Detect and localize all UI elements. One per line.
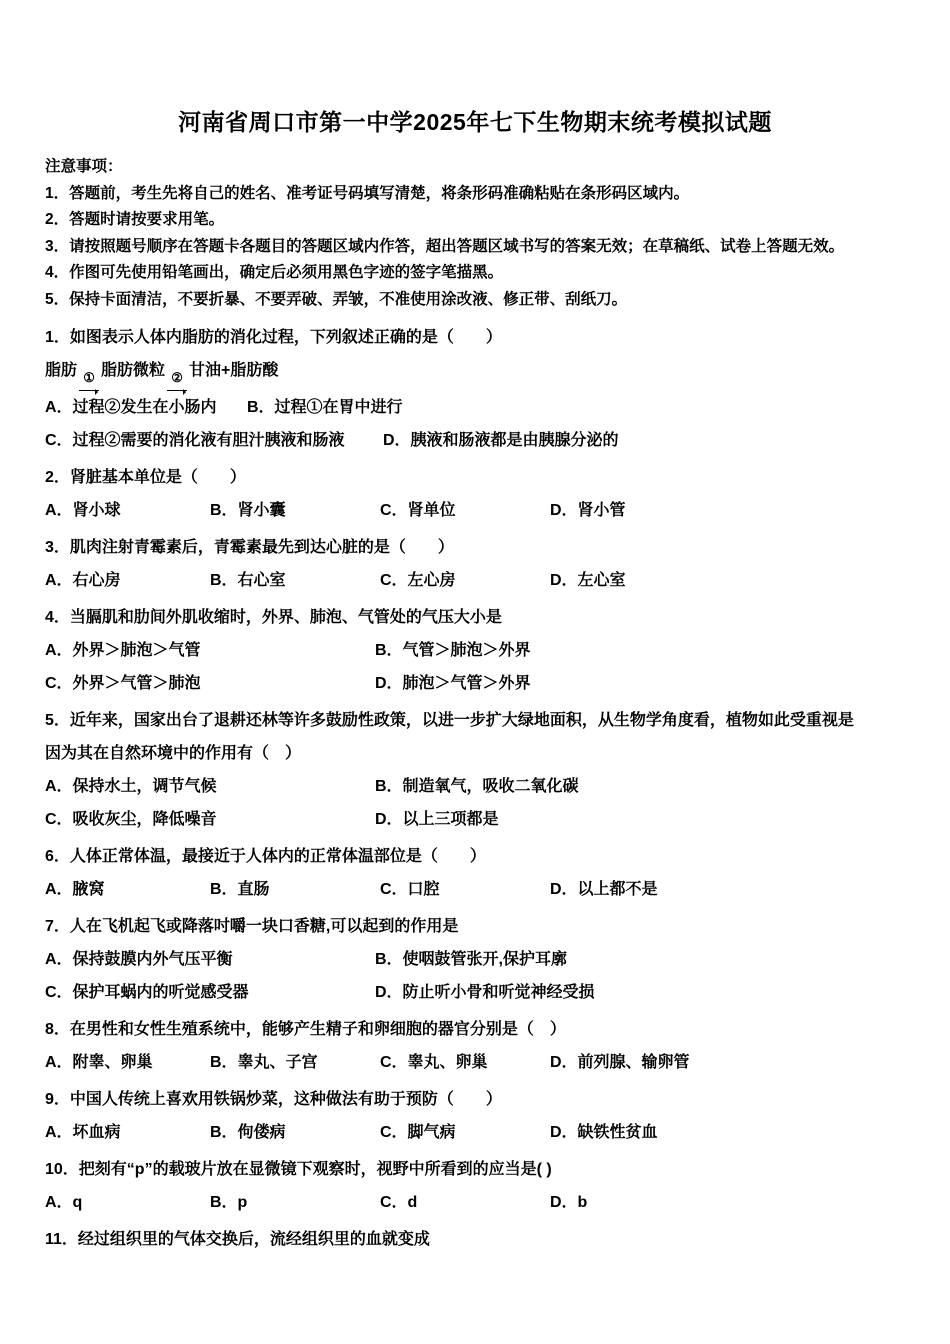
question-2-option-b: B．肾小囊	[210, 502, 286, 519]
question-2-option-d: D．肾小管	[550, 502, 626, 519]
reaction-step-1	[79, 371, 99, 391]
question-2-stem: 2．肾脏基本单位是（ ）	[45, 469, 246, 486]
questions-section	[45, 321, 920, 1256]
question-1	[45, 321, 920, 457]
question-7-option-a: A．保持鼓膜内外气压平衡	[45, 951, 233, 968]
question-8-stem: 8．在男性和女性生殖系统中，能够产生精子和卵细胞的器官分别是（ ）	[45, 1021, 566, 1038]
question-3	[45, 531, 920, 597]
question-1-option-d: D．胰液和肠液都是由胰腺分泌的	[383, 432, 619, 449]
question-4-option-d: D．肺泡＞气管＞外界	[375, 675, 531, 692]
question-9-option-a: A．坏血病	[45, 1124, 121, 1141]
question-10-option-a: A．q	[45, 1194, 83, 1211]
fat-digestion-diagram	[45, 354, 920, 391]
question-8	[45, 1013, 920, 1079]
diagram-substrate: 脂肪	[45, 362, 78, 379]
question-4-options-row-1	[45, 634, 920, 667]
notice-item: 4．作图可先使用铅笔画出，确定后必须用黑色字迹的签字笔描黑。	[45, 264, 504, 281]
notice-item: 3．请按照题号顺序在答题卡各题目的答题区域内作答，超出答题区域书写的答案无效；在草稿纸、试卷上答题无效。	[45, 237, 845, 255]
question-1-option-c: C．过程②需要的消化液有胆汁胰液和肠液	[45, 432, 345, 449]
reaction-arrow-icon	[167, 384, 187, 391]
question-1-options-row-2	[45, 424, 920, 457]
question-4	[45, 601, 920, 700]
question-7-option-d: D．防止听小骨和听觉神经受损	[375, 984, 595, 1001]
question-6-option-d: D．以上都不是	[550, 881, 658, 898]
question-6-stem: 6．人体正常体温，最接近于人体内的正常体温部位是（ ）	[45, 848, 486, 865]
question-9	[45, 1083, 920, 1149]
question-7-stem: 7．人在飞机起飞或降落吋嚼一块口香糖,可以起到的作用是	[45, 918, 459, 935]
reaction-step-2	[167, 371, 187, 391]
question-7-option-c: C．保护耳蜗内的听觉感受器	[45, 984, 249, 1001]
notice-heading: 注意事项：	[45, 158, 123, 175]
question-10-options-row	[45, 1186, 920, 1219]
question-2	[45, 461, 920, 527]
question-9-options-row	[45, 1116, 920, 1149]
question-9-stem: 9．中国人传统上喜欢用铁锅炒菜，这种做法有助于预防（ ）	[45, 1091, 502, 1108]
question-3-option-b: B．右心室	[210, 572, 286, 589]
question-10-option-c: C．d	[380, 1194, 418, 1211]
step-2-circled-number: ②	[171, 370, 183, 385]
question-3-option-a: A．右心房	[45, 572, 121, 589]
question-7-options-row-1	[45, 943, 920, 976]
question-4-stem: 4．当膈肌和肋间外肌收缩时，外界、肺泡、气管处的气压大小是	[45, 609, 502, 626]
question-2-options-row	[45, 494, 920, 527]
question-3-stem: 3．肌肉注射青霉素后，青霉素最先到达心脏的是（ ）	[45, 539, 454, 556]
question-4-option-c: C．外界＞气管＞肺泡	[45, 675, 201, 692]
question-9-option-d: D．缺铁性贫血	[550, 1124, 658, 1141]
question-5-option-b: B．制造氧气，吸收二氧化碳	[375, 778, 579, 795]
exam-title: 河南省周口市第一中学2025年七下生物期末统考模拟试题	[178, 109, 772, 135]
question-7-option-b: B．使咽鼓管张开,保护耳廓	[375, 951, 568, 968]
question-3-options-row	[45, 564, 920, 597]
notice-item: 2．答题时请按要求用笔。	[45, 211, 225, 228]
question-2-option-c: C．肾单位	[380, 502, 456, 519]
question-8-options-row	[45, 1046, 920, 1079]
question-4-option-b: B．气管＞肺泡＞外界	[375, 642, 531, 659]
question-11-stem: 11．经过组织里的气体交换后，流经组织里的血就变成	[45, 1231, 430, 1248]
question-8-option-c: C．睾丸、卵巢	[380, 1054, 488, 1071]
question-3-option-d: D．左心室	[550, 572, 626, 589]
question-5	[45, 704, 920, 836]
question-6-options-row	[45, 873, 920, 906]
diagram-product: 甘油+脂肪酸	[189, 362, 279, 379]
question-8-option-d: D．前列腺、输卵管	[550, 1054, 690, 1071]
notice-item: 5．保持卡面清洁，不要折暴、不要弄破、弄皱，不准使用涂改液、修正带、刮纸刀。	[45, 290, 628, 308]
question-4-options-row-2	[45, 667, 920, 700]
reaction-arrow-icon	[79, 384, 99, 391]
question-5-options-row-1	[45, 770, 920, 803]
question-7-options-row-2	[45, 976, 920, 1009]
question-6-option-c: C．口腔	[380, 881, 440, 898]
question-3-option-c: C．左心房	[380, 572, 456, 589]
question-1-stem: 1．如图表示人体内脂肪的消化过程，下列叙述正确的是（ ）	[45, 329, 502, 346]
notice-section	[45, 154, 920, 313]
question-5-options-row-2	[45, 803, 920, 836]
notice-item: 1．答题前，考生先将自己的姓名、准考证号码填写清楚，将条形码准确粘贴在条形码区域内。	[45, 184, 690, 202]
question-1-option-a: A．过程②发生在小肠内	[45, 399, 217, 416]
question-8-option-a: A．附睾、卵巢	[45, 1054, 153, 1071]
question-9-option-c: C．脚气病	[380, 1124, 456, 1141]
question-10-stem: 10．把刻有“p”的载玻片放在显微镜下观察时，视野中所看到的应当是( )	[45, 1161, 552, 1178]
question-5-stem-line-2: 因为其在自然环境中的作用有（ ）	[45, 745, 302, 762]
diagram-intermediate: 脂肪微粒	[101, 362, 166, 379]
question-10-option-d: D．b	[550, 1194, 588, 1211]
question-1-option-b: B．过程①在胃中进行	[247, 399, 403, 416]
question-11	[45, 1223, 920, 1256]
question-6	[45, 840, 920, 906]
question-1-options-row-1	[45, 391, 920, 424]
question-10-option-b: B．p	[210, 1194, 248, 1211]
question-8-option-b: B．睾丸、子宫	[210, 1054, 318, 1071]
question-5-option-a: A．保持水土，调节气候	[45, 778, 217, 795]
question-6-option-a: A．腋窝	[45, 881, 105, 898]
question-6-option-b: B．直肠	[210, 881, 270, 898]
question-7	[45, 910, 920, 1009]
question-4-option-a: A．外界＞肺泡＞气管	[45, 642, 201, 659]
question-9-option-b: B．佝偻病	[210, 1124, 286, 1141]
question-5-option-c: C．吸收灰尘，降低噪音	[45, 811, 217, 828]
question-2-option-a: A．肾小球	[45, 502, 121, 519]
step-1-circled-number: ①	[83, 370, 95, 385]
question-10	[45, 1153, 920, 1219]
question-5-option-d: D．以上三项都是	[375, 811, 499, 828]
question-5-stem-line-1: 5．近年来，国家出台了退耕还林等许多鼓励性政策，以进一步扩大绿地面积，从生物学角度看，植物如此受重视是	[45, 712, 854, 729]
